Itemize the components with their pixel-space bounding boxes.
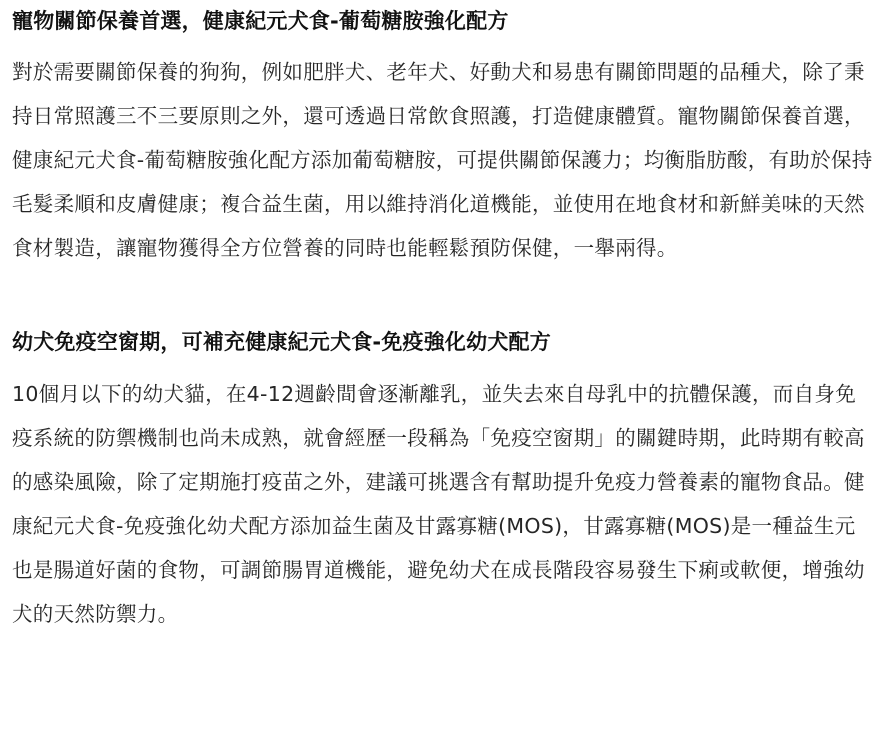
section-paragraph: 對於需要關節保養的狗狗，例如肥胖犬、老年犬、好動犬和易患有關節問題的品種犬，除了秉持日常照護三不三要原則之外，還可透過日常飲食照護，打造健康體質。寵物關節保養首選，健康紀元犬食-葡萄糖胺強化配方添加葡萄糖胺，可提供關節保護力；均衡脂肪酸，有助於保持毛髮柔順和皮膚健康；複合益生菌，用以維持消化道機能，並使用在地食材和新鮮美味的天然食材製造，讓寵物獲得全方位營養的同時也能輕鬆預防保健，一舉兩得。 (12, 60, 873, 260)
section-puppy-immunity (12, 328, 873, 636)
section-paragraph: 10個月以下的幼犬貓，在4-12週齡間會逐漸離乳，並失去來自母乳中的抗體保護，而自身免疫系統的防禦機制也尚未成熟，就會經歷一段稱為「免疫空窗期」的關鍵時期，此時期有較高的感染風險，除了定期施打疫苗之外，建議可挑選含有幫助提升免疫力營養素的寵物食品。健康紀元犬食-免疫強化幼犬配方添加益生菌及甘露寡糖(MOS)，甘露寡糖(MOS)是一種益生元也是腸道好菌的食物，可調節腸胃道機能，避免幼犬在成長階段容易發生下痢或軟便，增強幼犬的天然防禦力。 (12, 382, 865, 626)
section-heading: 幼犬免疫空窗期，可補充健康紀元犬食-免疫強化幼犬配方 (12, 330, 551, 354)
section-joint-care (12, 0, 873, 270)
section-heading: 寵物關節保養首選，健康紀元犬食-葡萄糖胺強化配方 (12, 9, 509, 33)
